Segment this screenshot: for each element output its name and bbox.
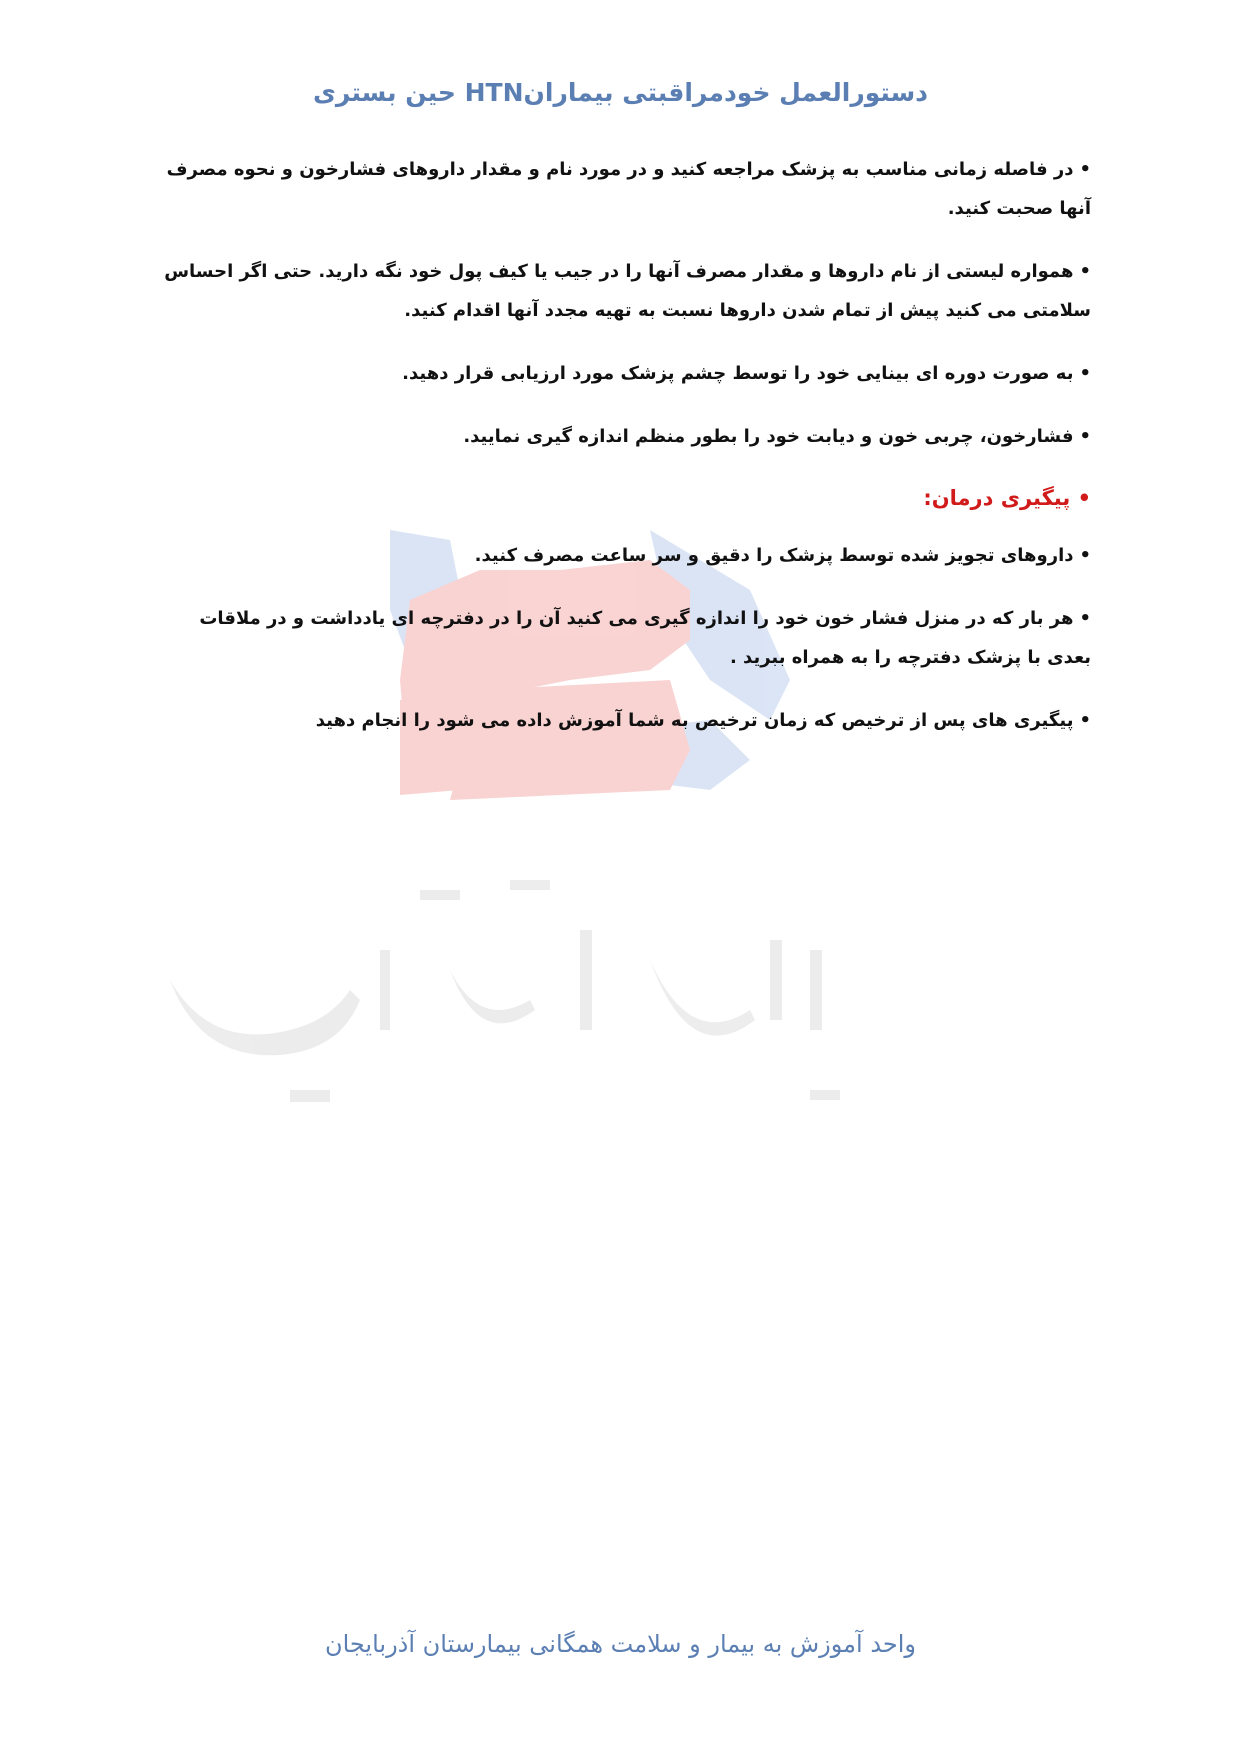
bullet-item bbox=[156, 354, 1091, 393]
bullet-symbol: • bbox=[1079, 261, 1091, 282]
bullet-text: در فاصله زمانی مناسب به پزشک مراجعه کنید و در مورد نام و مقدار داروهای فشارخون و نحوه مصرف آنها صحبت کنید. bbox=[166, 159, 1091, 219]
bullet-symbol: • bbox=[1079, 363, 1091, 384]
bullet-text: فشارخون، چربی خون و دیابت خود را بطور منظم اندازه گیری نمایید. bbox=[463, 426, 1074, 447]
bullet-symbol: • bbox=[1079, 426, 1091, 447]
bullet-text: پیگیری های پس از ترخیص که زمان ترخیص به شما آموزش داده می شود را انجام دهید bbox=[315, 710, 1074, 731]
bullet-text: همواره لیستی از نام داروها و مقدار مصرف آنها را در جیب یا کیف پول خود نگه دارید. حتی اگر احساس سلامتی می کنید پیش از تمام شدن داروها نسبت به تهیه مجدد آنها اقدام کنید. bbox=[164, 261, 1091, 321]
document-title: دستورالعمل خودمراقبتی بیمارانHTN حین بستری bbox=[313, 78, 928, 107]
bullet-item bbox=[156, 252, 1091, 330]
bullet-symbol: • bbox=[1079, 608, 1091, 629]
section-heading-followup: • پیگیری درمان: bbox=[923, 486, 1091, 510]
bullet-symbol: • bbox=[1079, 545, 1091, 566]
bullet-item bbox=[156, 417, 1091, 456]
bullet-symbol: • bbox=[1079, 159, 1091, 180]
bullet-item bbox=[156, 150, 1091, 228]
bullet-item bbox=[156, 701, 1091, 740]
bullet-item bbox=[156, 536, 1091, 575]
bullet-item bbox=[156, 599, 1091, 677]
document-body bbox=[156, 150, 1091, 764]
bullet-text: به صورت دوره ای بینایی خود را توسط چشم پزشک مورد ارزیابی قرار دهید. bbox=[402, 363, 1074, 384]
bullet-text: هر بار که در منزل فشار خون خود را اندازه گیری می کنید آن را در دفترچه ای یادداشت و در ملاقات بعدی با پزشک دفترچه را به همراه ببرید . bbox=[199, 608, 1091, 668]
bullet-symbol: • bbox=[1079, 710, 1091, 731]
bullet-text: داروهای تجویز شده توسط پزشک را دقیق و سر ساعت مصرف کنید. bbox=[474, 545, 1074, 566]
document-footer: واحد آموزش به بیمار و سلامت همگانی بیمارستان آذربایجان bbox=[324, 1630, 917, 1658]
